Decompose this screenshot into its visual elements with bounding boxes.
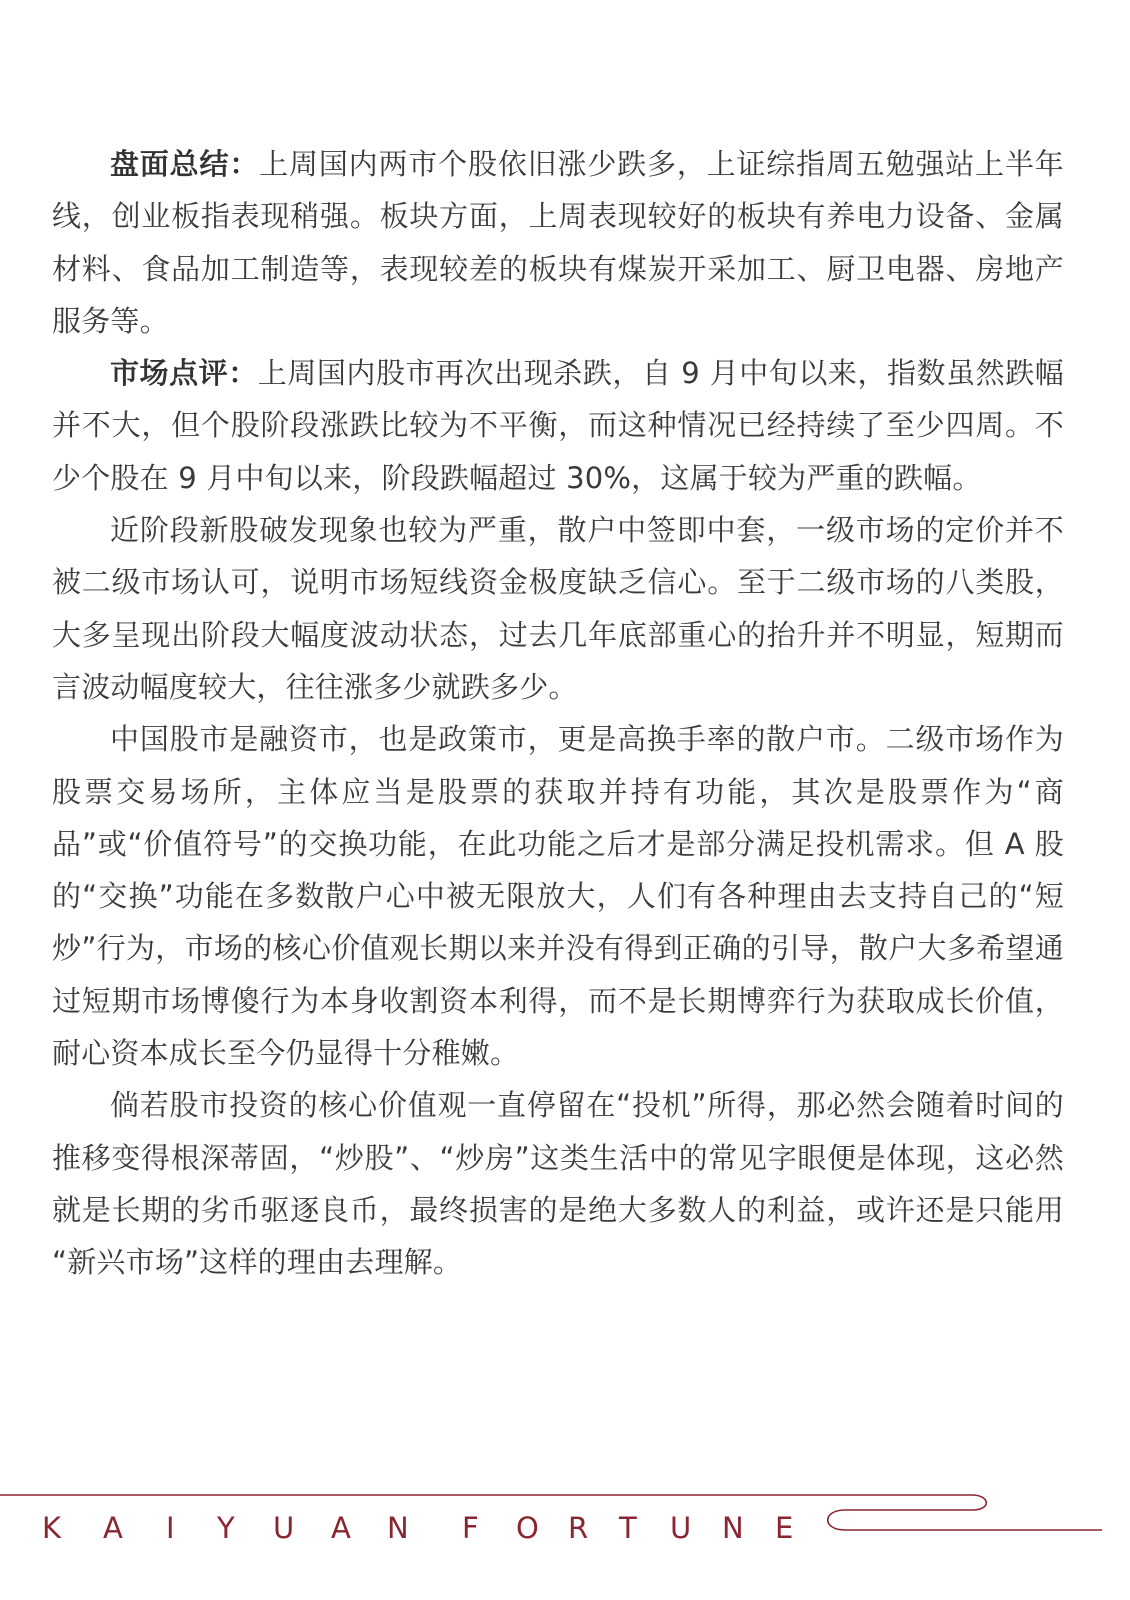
brand-letter: U: [670, 1511, 692, 1545]
brand-letter: T: [619, 1511, 637, 1545]
paragraph-lead: 市场点评：: [110, 356, 258, 391]
paragraph-comment: [52, 347, 1064, 504]
article-body: [52, 138, 1064, 1289]
brand-letter: Y: [217, 1511, 235, 1545]
brand-letter: K: [42, 1511, 62, 1545]
brand-letter: U: [273, 1511, 295, 1545]
paragraph-market-nature: [52, 713, 1064, 1079]
brand-letter: F: [462, 1511, 479, 1545]
paragraph-text: 上周国内两市个股依旧涨少跌多，上证综指周五勉强站上半年线，创业板指表现稍强。板块方面，上周表现较好的板块有养电力设备、金属材料、食品加工制造等，表现较差的板块有煤炭开采加工、厨卫电器、房地产服务等。: [52, 147, 1064, 338]
paragraph-speculation: [52, 1079, 1064, 1288]
brand-letter: R: [568, 1511, 589, 1545]
paragraph-ipo: [52, 504, 1064, 713]
paragraph-summary: [52, 138, 1064, 347]
brand-letter: I: [166, 1511, 175, 1545]
brand-letter: O: [516, 1511, 539, 1545]
paragraph-text: 上周国内股市再次出现杀跌，自 9 月中旬以来，指数虽然跌幅并不大，但个股阶段涨跌比较为不平衡，而这种情况已经持续了至少四周。不少个股在 9 月中旬以来，阶段跌幅超过 30%，这属于较为严重的跌幅。: [52, 356, 1064, 495]
brand-letter: N: [387, 1511, 409, 1545]
paragraph-text: 倘若股市投资的核心价值观一直停留在“投机”所得，那必然会随着时间的推移变得根深蒂固，“炒股”、“炒房”这类生活中的常见字眼便是体现，这必然就是长期的劣币驱逐良币，最终损害的是绝大多数人的利益，或许还是只能用 “新兴市场”这样的理由去理解。: [52, 1088, 1064, 1280]
brand-letter: E: [775, 1511, 794, 1545]
brand-letter: A: [103, 1511, 123, 1545]
paragraph-lead: 盘面总结：: [110, 147, 260, 181]
brand-letter: A: [331, 1511, 351, 1545]
paragraph-text: 中国股市是融资市，也是政策市，更是高换手率的散户市。二级市场作为股票交易场所，主体应当是股票的获取并持有功能，其次是股票作为“商品”或“价值符号”的交换功能，在此功能之后才是部分满足投机需求。但 A 股的“交换”功能在多数散户心中被无限放大，人们有各种理由去支持自己的“短炒”行为，市场的核心价值观长期以来并没有得到正确的引导，散户大多希望通过短期市场博傻行为本身收割资本利得，而不是长期博弈行为获取成长价值，耐心资本成长至今仍显得十分稚嫩。: [52, 722, 1064, 1071]
paragraph-text: 近阶段新股破发现象也较为严重，散户中签即中套，一级市场的定价并不被二级市场认可，说明市场短线资金极度缺乏信心。至于二级市场的八类股，大多呈现出阶段大幅度波动状态，过去几年底部重心的抬升并不明显，短期而言波动幅度较大，往往涨多少就跌多少。: [52, 513, 1064, 704]
brand-letter: N: [722, 1511, 744, 1545]
